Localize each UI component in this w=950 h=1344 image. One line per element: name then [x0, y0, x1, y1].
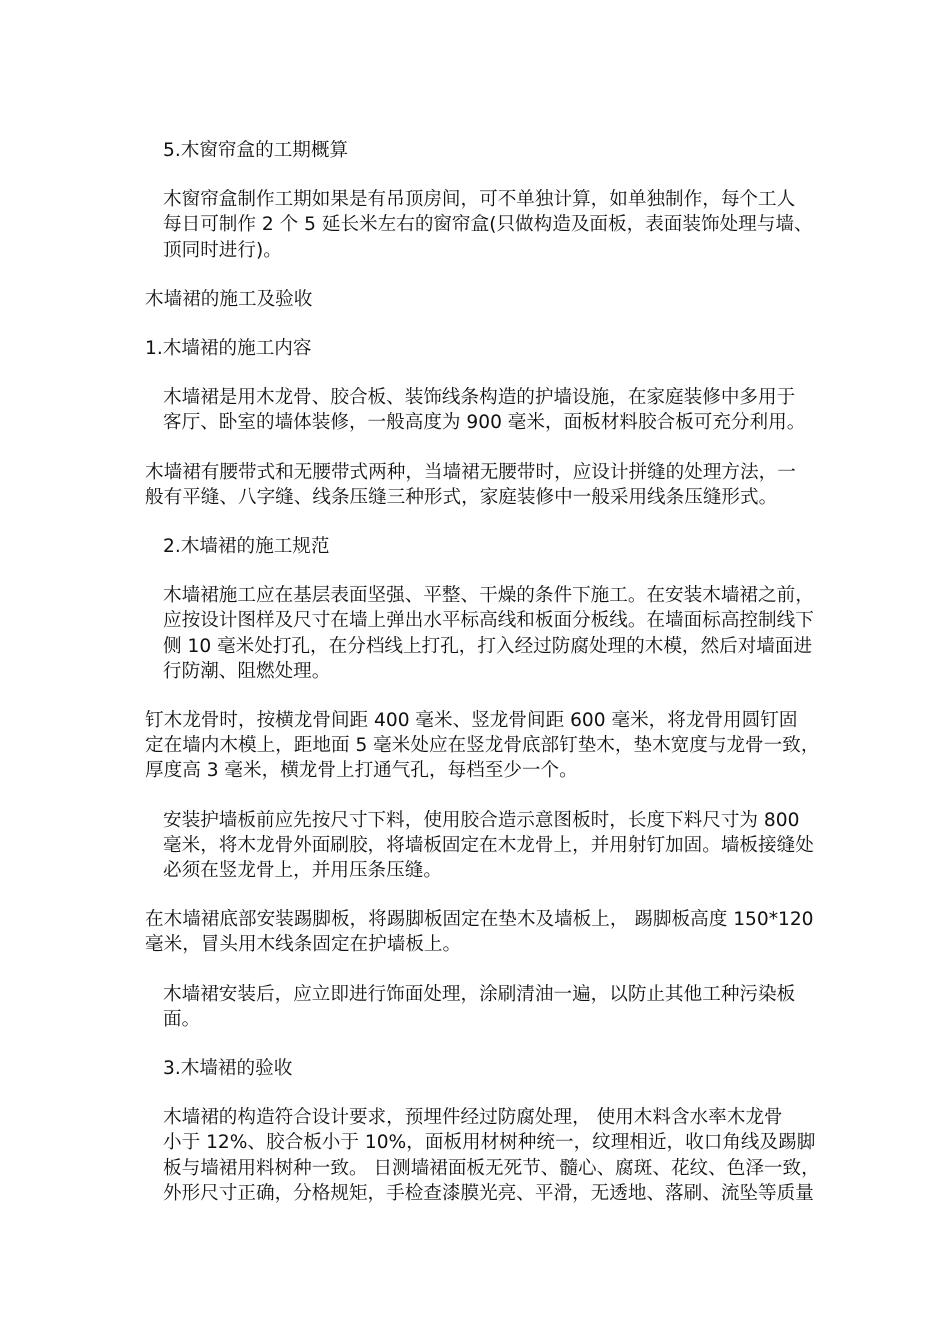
- paragraph-skirting-board: [145, 907, 813, 957]
- paragraph-keel-nailing: [145, 708, 820, 784]
- text-line: 般有平缝、八字缝、线条压缝三种形式，家庭装修中一般采用线条压缝形式。: [145, 486, 778, 508]
- text-line: 小于 12%、胶合板小于 10%，面板用材树种统一，纹理相近，收口角线及踢脚: [163, 1132, 816, 1154]
- paragraph-acceptance-criteria: [145, 1105, 820, 1206]
- text-line: 钉木龙骨时，按横龙骨间距 400 毫米、竖龙骨间距 600 毫米，将龙骨用圆钉固: [145, 710, 798, 732]
- paragraph-curtain-box-schedule: [145, 187, 813, 263]
- text-line: 安装护墙板前应先按尺寸下料，使用胶合造示意图板时，长度下料尺寸为 800: [163, 809, 800, 831]
- paragraph-panel-install: [145, 808, 813, 884]
- paragraph-finish-treatment: [145, 982, 813, 1032]
- text-line: 1.木墙裙的施工内容: [145, 338, 312, 360]
- heading-curtain-box-schedule: [145, 138, 813, 163]
- heading-wainscot-acceptance: [145, 1056, 813, 1081]
- heading-wainscot-content: [145, 336, 813, 361]
- text-line: 在木墙裙底部安装踢脚板，将踢脚板固定在垫木及墙板上， 踢脚板高度 150*120: [145, 909, 814, 931]
- text-line: 木墙裙是用木龙骨、胶合板、装饰线条构造的护墙设施，在家庭装修中多用于: [163, 387, 796, 409]
- heading-wainscot-construction: [145, 287, 813, 312]
- text-line: 木墙裙安装后，应立即进行饰面处理，涂刷清油一遍，以防止其他工种污染板: [163, 983, 796, 1005]
- document-page: [145, 138, 820, 1230]
- text-line: 毫米，将木龙骨外面刷胶，将墙板固定在木龙骨上，并用射钉加固。墙板接缝处: [163, 834, 814, 856]
- text-line: 侧 10 毫米处打孔，在分档线上打孔，打入经过防腐处理的木模，然后对墙面进: [163, 635, 813, 657]
- text-line: 毫米，冒头用木线条固定在护墙板上。: [145, 934, 462, 956]
- text-line: 顶同时进行)。: [163, 239, 282, 261]
- text-line: 行防潮、阻燃处理。: [163, 660, 331, 682]
- paragraph-wainscot-base-prep: [145, 583, 813, 684]
- text-line: 板与墙裙用料树种一致。 日测墙裙面板无死节、髓心、腐斑、花纹、色泽一致，: [163, 1157, 820, 1179]
- text-line: 木窗帘盒制作工期如果是有吊顶房间，可不单独计算，如单独制作，每个工人: [163, 189, 796, 211]
- heading-wainscot-specs: [145, 534, 813, 559]
- text-line: 每日可制作 2 个 5 延长米左右的窗帘盒(只做构造及面板，表面装饰处理与墙、: [163, 214, 813, 236]
- text-line: 面。: [163, 1008, 201, 1030]
- text-line: 必须在竖龙骨上，并用压条压缝。: [163, 860, 442, 882]
- text-line: 3.木墙裙的验收: [163, 1058, 293, 1080]
- text-line: 客厅、卧室的墙体装修，一般高度为 900 毫米，面板材料胶合板可充分利用。: [163, 412, 806, 434]
- text-line: 木墙裙的施工及验收: [145, 288, 313, 310]
- text-line: 定在墙内木模上，距地面 5 毫米处应在竖龙骨底部钉垫木，垫木宽度与龙骨一致，: [145, 735, 820, 757]
- text-line: 厚度高 3 毫米，横龙骨上打通气孔，每档至少一个。: [145, 760, 578, 782]
- text-line: 木墙裙的构造符合设计要求，预埋件经过防腐处理， 使用木料含水率木龙骨: [163, 1107, 783, 1129]
- paragraph-wainscot-definition: [145, 385, 813, 435]
- text-line: 木墙裙施工应在基层表面坚强、平整、干燥的条件下施工。在安装木墙裙之前，: [163, 585, 814, 607]
- text-line: 2.木墙裙的施工规范: [163, 536, 330, 558]
- text-line: 5.木窗帘盒的工期概算: [163, 140, 349, 161]
- text-line: 应按设计图样及尺寸在墙上弹出水平标高线和板面分板线。在墙面标高控制线下: [163, 610, 814, 632]
- text-line: 外形尺寸正确，分格规矩，手检查漆膜光亮、平滑，无透地、落刷、流坠等质量: [163, 1182, 814, 1204]
- text-line: 木墙裙有腰带式和无腰带式两种，当墙裙无腰带时，应设计拼缝的处理方法，一: [145, 461, 796, 483]
- paragraph-wainscot-types: [145, 460, 813, 510]
